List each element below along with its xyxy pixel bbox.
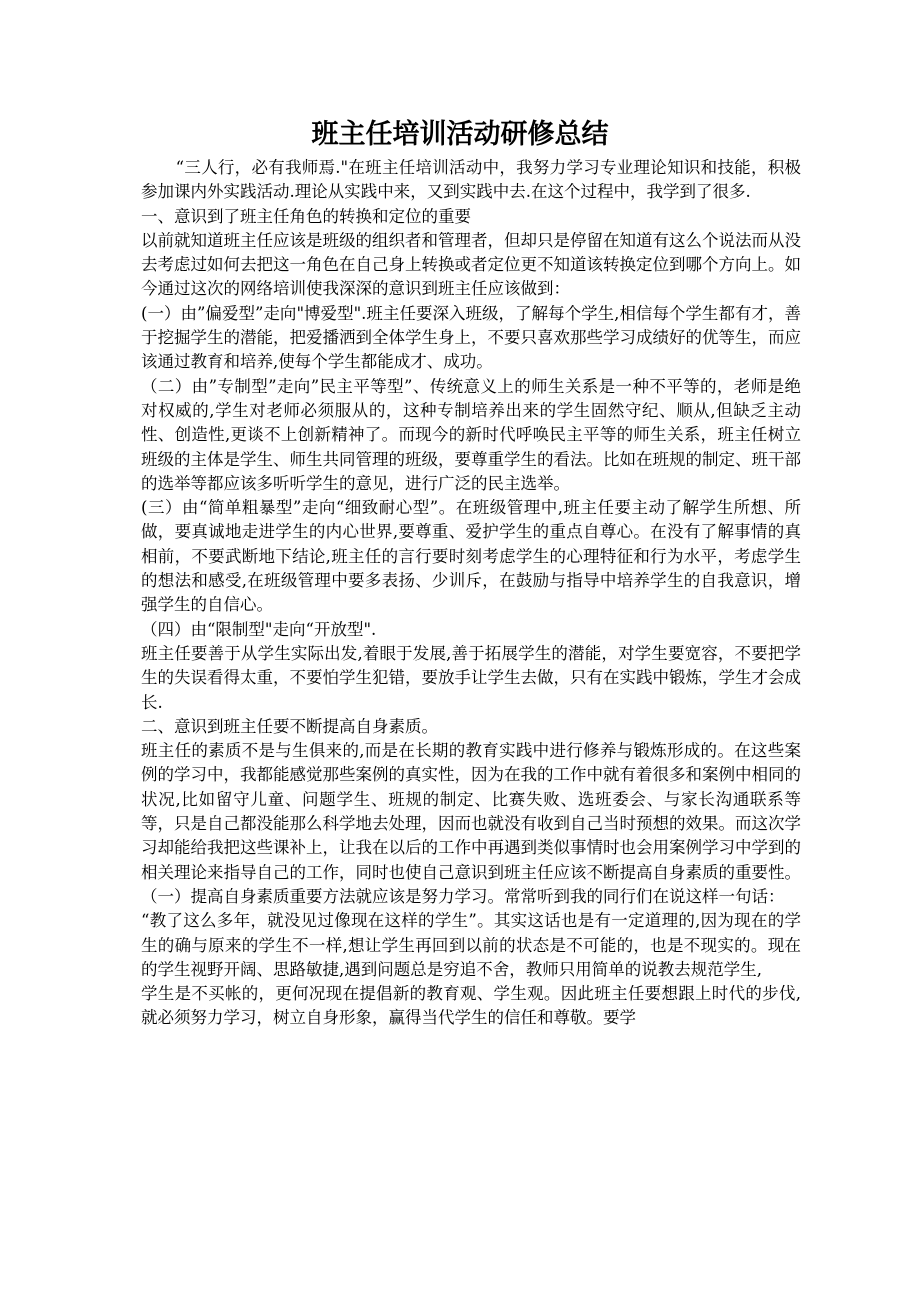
body-paragraph: 学生是不买帐的，更何况现在提倡新的教育观、学生观。因此班主任要想跟上时代的步伐,就必须努力学习，树立自身形象，赢得当代学生的信任和尊敬。要学 bbox=[141, 984, 801, 1028]
body-paragraph: 以前就知道班主任应该是班级的组织者和管理者，但却只是停留在知道有这么个说法而从没去考虑过如何去把这一角色在自己身上转换或者定位更不知道该转换定位到哪个方向上。如今通过这次的网络培训使我深深的意识到班主任应该做到： bbox=[141, 230, 801, 299]
subsection-heading-4: （四）由“限制型"走向“开放型". bbox=[141, 619, 377, 639]
body-paragraph: “教了这么多年，就没见过像现在这样的学生”。其实这话也是有一定道理的,因为现在的学生的确与原来的学生不一样,想让学生再回到以前的状态是不可能的，也是不现实的。现在的学生视野开阔、思路敏捷,遇到问题总是穷追不舍，教师只用简单的说教去规范学生, bbox=[141, 911, 801, 979]
subsection-paragraph-3: (三）由“简单粗暴型”走向“细致耐心型”。在班级管理中,班主任要主动了解学生所想、所做，要真诚地走进学生的内心世界,要尊重、爱护学生的重点自尊心。在没有了解事情的真相前，不要武断地下结论,班主任的言行要时刻考虑学生的心理特征和行为水平，考虑学生的想法和感受,在班级管理中要多表扬、少训斥，在鼓励与指导中培养学生的自我意识，增强学生的自信心。 bbox=[141, 498, 801, 615]
intro-paragraph: “三人行，必有我师焉."在班主任培训活动中，我努力学习专业理论知识和技能，积极参加课内外实践活动.理论从实践中来，又到实践中去.在这个过程中，我学到了很多. bbox=[141, 158, 801, 202]
subsection-paragraph-2: （二）由”专制型”走向”民主平等型”、传统意义上的师生关系是一种不平等的，老师是绝对权威的,学生对老师必须服从的，这种专制培养出来的学生固然守纪、顺从,但缺乏主动性、创造性,更谈不上创新精神了。而现今的新时代呼唤民主平等的师生关系，班主任树立班级的主体是学生、师生共同管理的班级，要尊重学生的看法。比如在班规的制定、班干部的选举等都应该多听听学生的意见，进行广泛的民主选举。 bbox=[141, 376, 801, 493]
body-paragraph: 班主任要善于从学生实际出发,着眼于发展,善于拓展学生的潜能，对学生要宽容，不要把学生的失误看得太重，不要怕学生犯错，要放手让学生去做，只有在实践中锻炼，学生才会成长. bbox=[141, 643, 801, 712]
body-paragraph: 班主任的素质不是与生俱来的,而是在长期的教育实践中进行修养与锻炼形成的。在这些案例的学习中，我都能感觉那些案例的真实性，因为在我的工作中就有着很多和案例中相同的状况,比如留守儿童、问题学生、班规的制定、比赛失败、选班委会、与家长沟通联系等等，只是自己都没能那么科学地去处理，因而也就没有收到自己当时预想的效果。而这次学习却能给我把这些课补上，让我在以后的工作中再遇到类似事情时也会用案例学习中学到的相关理论来指导自己的工作，同时也使自己意识到班主任应该不断提高自身素质的重要性。 bbox=[141, 741, 801, 882]
subsection-paragraph-1b: （一）提高自身素质重要方法就应该是努力学习。常常听到我的同行们在说这样一句话： bbox=[141, 886, 785, 906]
section-heading-1: 一、意识到了班主任角色的转换和定位的重要 bbox=[141, 206, 471, 226]
section-heading-2: 二、意识到班主任要不断提高自身素质。 bbox=[141, 716, 438, 736]
document-title: 班主任培训活动研修总结 bbox=[311, 119, 609, 150]
subsection-paragraph-1: (一）由”偏爱型”走向"博爱型".班主任要深入班级，了解每个学生,相信每个学生都有才，善于挖掘学生的潜能，把爱播洒到全体学生身上，不要只喜欢那些学习成绩好的优等生，而应该通过教育和培养,使每个学生都能成才、成功。 bbox=[141, 303, 801, 372]
document-body bbox=[141, 156, 801, 1031]
